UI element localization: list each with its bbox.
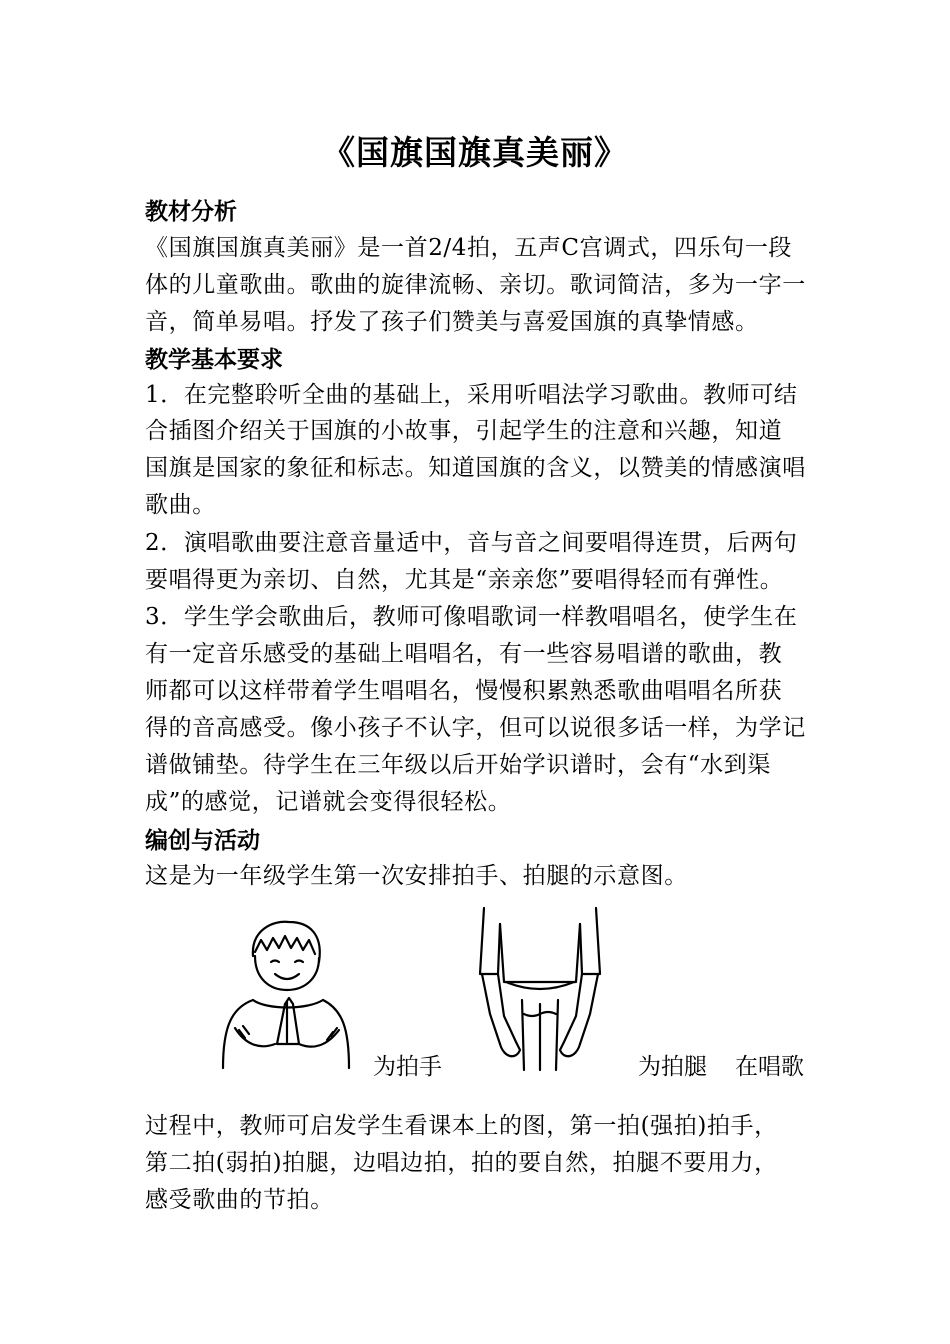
paragraph-line: 要唱得更为亲切、自然，尤其是“亲亲您”要唱得轻而有弹性。 xyxy=(145,567,784,593)
paragraph-line: 1．在完整聆听全曲的基础上，采用听唱法学习歌曲。教师可结 xyxy=(145,382,798,408)
paragraph-line: 体的儿童歌曲。歌曲的旋律流畅、亲切。歌词简洁，多为一字一 xyxy=(145,272,806,298)
paragraph-line: 《国旗国旗真美丽》是一首2/4拍，五声C宫调式，四乐句一段 xyxy=(145,235,793,261)
paragraph-line: 合插图介绍关于国旗的小故事，引起学生的注意和兴趣，知道 xyxy=(145,418,783,444)
paragraph-line: 音，简单易唱。抒发了孩子们赞美与喜爱国旗的真挚情感。 xyxy=(145,309,759,335)
clapping-child-illustration xyxy=(215,918,355,1070)
section-heading-requirements: 教学基本要求 xyxy=(145,347,283,373)
paragraph-line: 2．演唱歌曲要注意音量适中，音与音之间要唱得连贯，后两句 xyxy=(145,530,798,556)
clap-caption: 为拍手 xyxy=(373,1054,442,1080)
paragraph-line: 3．学生学会歌曲后，教师可像唱歌词一样教唱唱名，使学生在 xyxy=(145,604,798,630)
pat-caption: 为拍腿 xyxy=(638,1054,707,1080)
paragraph-line: 国旗是国家的象征和标志。知道国旗的含义，以赞美的情感演唱 xyxy=(145,455,806,481)
paragraph-line: 感受歌曲的节拍。 xyxy=(145,1187,334,1213)
paragraph-line: 有一定音乐感受的基础上唱唱名，有一些容易唱谱的歌曲，教 xyxy=(145,641,783,667)
singing-caption: 在唱歌 xyxy=(735,1054,804,1080)
section-heading-analysis: 教材分析 xyxy=(145,199,237,225)
leg-patting-illustration xyxy=(470,904,610,1072)
section-heading-activities: 编创与活动 xyxy=(145,828,260,854)
paragraph-line: 歌曲。 xyxy=(145,492,216,518)
paragraph-line: 得的音高感受。像小孩子不认字，但可以说很多话一样，为学记 xyxy=(145,715,806,741)
paragraph-line: 这是为一年级学生第一次安排拍手、拍腿的示意图。 xyxy=(145,863,688,889)
paragraph-line: 第二拍(弱拍)拍腿，边唱边拍，拍的要自然，拍腿不要用力， xyxy=(145,1150,778,1176)
paragraph-line: 师都可以这样带着学生唱唱名，慢慢积累熟悉歌曲唱唱名所获 xyxy=(145,678,783,704)
document-title: 《国旗国旗真美丽》 xyxy=(322,133,628,172)
paragraph-line: 谱做铺垫。待学生在三年级以后开始学识谱时，会有“水到渠 xyxy=(145,752,771,778)
paragraph-line: 成”的感觉，记谱就会变得很轻松。 xyxy=(145,789,512,815)
paragraph-line: 过程中，教师可启发学生看课本上的图，第一拍(强拍)拍手， xyxy=(145,1113,778,1139)
